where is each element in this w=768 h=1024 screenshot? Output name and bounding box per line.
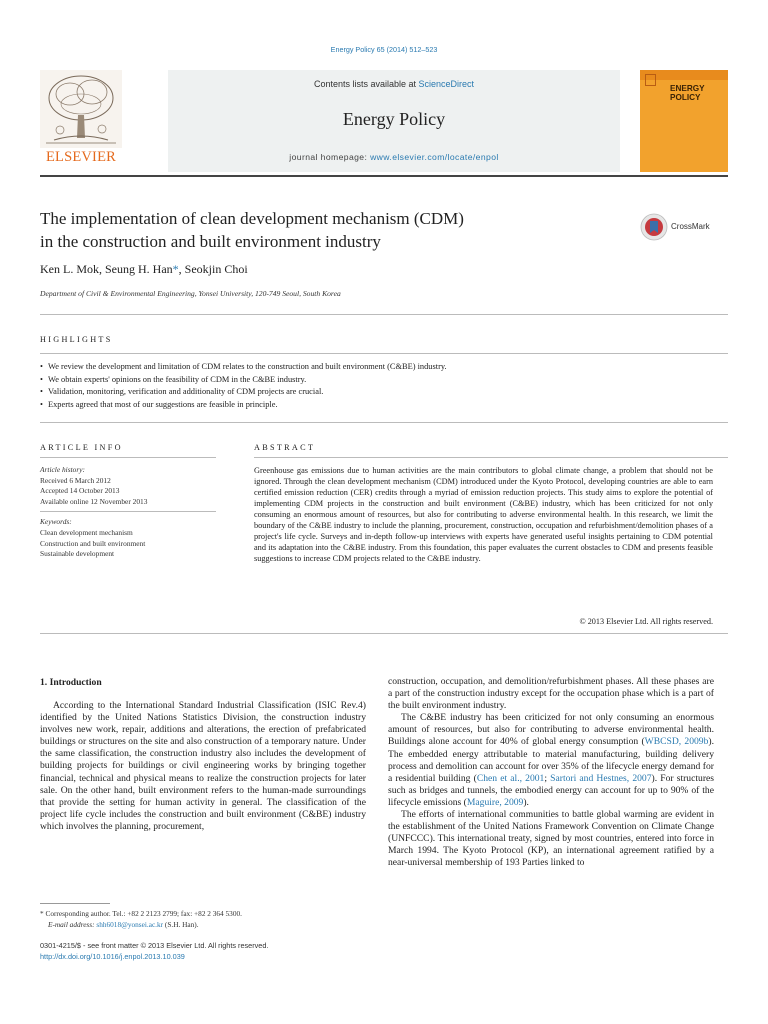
divider-bottom — [40, 633, 728, 634]
para-text: ). The embedded energy attributable to material manufacturing, building delivery process and demolition can account for over 35% of the lifecycle energy demand for a residential building ( — [388, 736, 714, 784]
contents-prefix: Contents lists available at — [313, 79, 419, 89]
history-label: Article history: — [40, 465, 85, 474]
citation-link[interactable]: Chen et al., 2001 — [476, 772, 545, 784]
highlight-item: • Validation, monitoring, verification and additionality of CDM projects are crucial. — [40, 386, 728, 399]
email-link[interactable]: shh6018@yonsei.ac.kr — [96, 919, 164, 929]
crossmark-label: CrossMark — [671, 222, 710, 231]
issn-line: 0301-4215/$ - see front matter © 2013 Elsevier Ltd. All rights reserved. — [40, 941, 269, 950]
info-divider — [40, 511, 216, 512]
abstract-text: Greenhouse gas emissions due to human activities are the main contributors to global climate change, a problem that should not be ignored. Through the clean development mechanism (CDM) introduced under the Kyoto Protocol, developing countries are able to earn certified emission reduction (CER) credits through a myriad of emission reduction projects. This study aims to explore the potential of implementing CDM projects in the construction and built environment (C&BE) industry, which has been criticized for not only consuming an enormous amount of resources, but also for contributing to adverse environmental health. In this research, we limit the boundary of the C&BE industry to include the planning, procurement, construction, occupation and refurbishment/demolition phases of a project's life cycle. Surveys and in-depth follow-up interviews with experts have generated useful insights pertaining to CDM potential and its adaptation into the C&BE industry. From this foundation, this paper evaluates the current obstacles to CDM and presents feasible suggestions to increase CDM projects related to the C&BE industry. — [254, 466, 713, 563]
contents-available — [168, 79, 620, 89]
body-column-left — [40, 700, 366, 833]
online-date: Available online 12 November 2013 — [40, 496, 148, 506]
masthead-rule — [40, 175, 728, 177]
body-column-right — [388, 676, 714, 870]
citation-link[interactable]: Maguire, 2009 — [466, 796, 524, 808]
body-paragraph: construction, occupation, and demolition/refurbishment phases. All these phases are a part of the construction industry except for the occupation phase which is a part of the built environment industry. — [388, 676, 714, 712]
para-text: ). For structures such as bridges and tunnels, the embodied energy can account for up to 90% of the lifecycle emissions ( — [388, 772, 715, 808]
footnote-rule — [40, 903, 110, 904]
journal-title: Energy Policy — [342, 109, 446, 129]
highlights-heading: HIGHLIGHTS — [40, 335, 113, 344]
journal-homepage — [168, 152, 620, 162]
received-date: Received 6 March 2012 — [40, 475, 111, 485]
elsevier-logo — [40, 70, 122, 170]
divider-mid — [40, 422, 728, 423]
publisher-logo-text: ELSEVIER — [45, 149, 117, 165]
sciencedirect-link[interactable]: ScienceDirect — [418, 79, 475, 89]
highlight-item: • We review the development and limitation of CDM relates to the construction and built environment (C&BE) industry. — [40, 361, 728, 374]
corresponding-author-note: * Corresponding author. Tel.: +82 2 2123 2799; fax: +82 2 364 5300. — [40, 909, 242, 918]
keyword-item: Construction and built environment — [40, 538, 146, 548]
email-line — [40, 920, 242, 931]
article-info-heading: ARTICLE INFO — [40, 443, 123, 452]
article-title-line1: The implementation of clean development mechanism (CDM) — [40, 209, 464, 228]
corresponding-author-star[interactable]: * — [172, 262, 179, 276]
journal-cover — [640, 70, 728, 172]
abstract-rule — [254, 457, 728, 458]
email-suffix: (S.H. Han). — [163, 919, 199, 929]
cover-emblem-icon — [645, 74, 656, 86]
divider-top — [40, 314, 728, 315]
citation-link[interactable]: WBCSD, 2009b — [644, 736, 709, 748]
body-paragraph: The efforts of international communities to battle global warming are evident in the establishment of the United Nations Framework Convention on Climate Change (UNFCCC). This international treaty, signed by most countries, entered into force in March 1994. The Kyoto Protocol (KP), an international agreement ratified by a near-universal membership of 193 Parties linked to — [388, 809, 714, 869]
article-info — [40, 465, 216, 560]
body-paragraph: According to the International Standard Industrial Classification (ISIC Rev.4) identified by the United Nations Statistics Division, the construction industry involves new work, repair, additions and alterations, the erection of prefabricated buildings or structures on the site and also construction of a temporary nature. Under the same classification, the construction industry also includes the development of building projects for buildings or civil engineering works by bringing together financial, technical and physical means to realize the construction projects for later sale. On the other hand, built environment refers to the human-made surroundings that provide the setting for human activity in general. The classification of the project life cycle includes the construction and built environment (C&BE) industry which involves the planning, procurement, — [40, 700, 366, 832]
citation-link[interactable]: Sartori and Hestnes, 2007 — [550, 772, 652, 784]
journal-citation[interactable]: Energy Policy 65 (2014) 512–523 — [330, 45, 438, 54]
article-title — [40, 207, 610, 253]
publication-meta — [40, 941, 268, 963]
para-text: ). — [523, 796, 529, 808]
keywords-label: Keywords: — [40, 517, 72, 527]
accepted-date: Accepted 14 October 2013 — [40, 486, 120, 496]
para-text: ; — [544, 772, 551, 784]
highlights-list — [40, 361, 728, 411]
cover-title — [670, 84, 705, 102]
keyword-item: Sustainable development — [40, 549, 115, 559]
footnote — [40, 909, 242, 931]
keyword-item: Clean development mechanism — [40, 527, 133, 537]
homepage-prefix: journal homepage: — [289, 152, 371, 162]
abstract-copyright: © 2013 Elsevier Ltd. All rights reserved. — [579, 617, 713, 626]
section-heading-introduction: 1. Introduction — [40, 677, 102, 688]
journal-masthead — [40, 70, 728, 178]
cover-title-line1: ENERGY — [670, 84, 705, 93]
highlight-item: • Experts agreed that most of our suggestions are feasible in principle. — [40, 399, 728, 412]
crossmark-badge[interactable] — [640, 213, 740, 241]
highlights-rule — [40, 353, 728, 354]
authors-secondary: , Seokjin Choi — [178, 262, 248, 276]
doi-link[interactable]: http://dx.doi.org/10.1016/j.enpol.2013.10.039 — [40, 951, 185, 961]
abstract-heading: ABSTRACT — [254, 443, 316, 452]
crossmark-icon — [640, 213, 668, 241]
email-label: E-mail address: — [48, 919, 97, 929]
affiliation: Department of Civil & Environmental Engineering, Yonsei University, 120-749 Seoul, South Korea — [40, 289, 341, 298]
para-text: The C&BE industry has been criticized for not only consuming an enormous amount of resources, but also for contributing to adverse environmental health. Buildings alone account for 40% of global energy consumption ( — [388, 712, 714, 748]
body-paragraph — [388, 712, 714, 809]
masthead-center — [168, 70, 620, 172]
homepage-link[interactable]: www.elsevier.com/locate/enpol — [370, 152, 499, 162]
cover-title-line2: POLICY — [670, 93, 701, 102]
article-info-rule — [40, 457, 216, 458]
author-list — [40, 262, 248, 277]
authors-primary: Ken L. Mok, Seung H. Han — [40, 262, 173, 276]
article-title-line2: in the construction and built environment industry — [40, 232, 381, 251]
tree-icon — [40, 70, 122, 148]
highlight-item: • We obtain experts' opinions on the feasibility of CDM in the C&BE industry. — [40, 374, 728, 387]
